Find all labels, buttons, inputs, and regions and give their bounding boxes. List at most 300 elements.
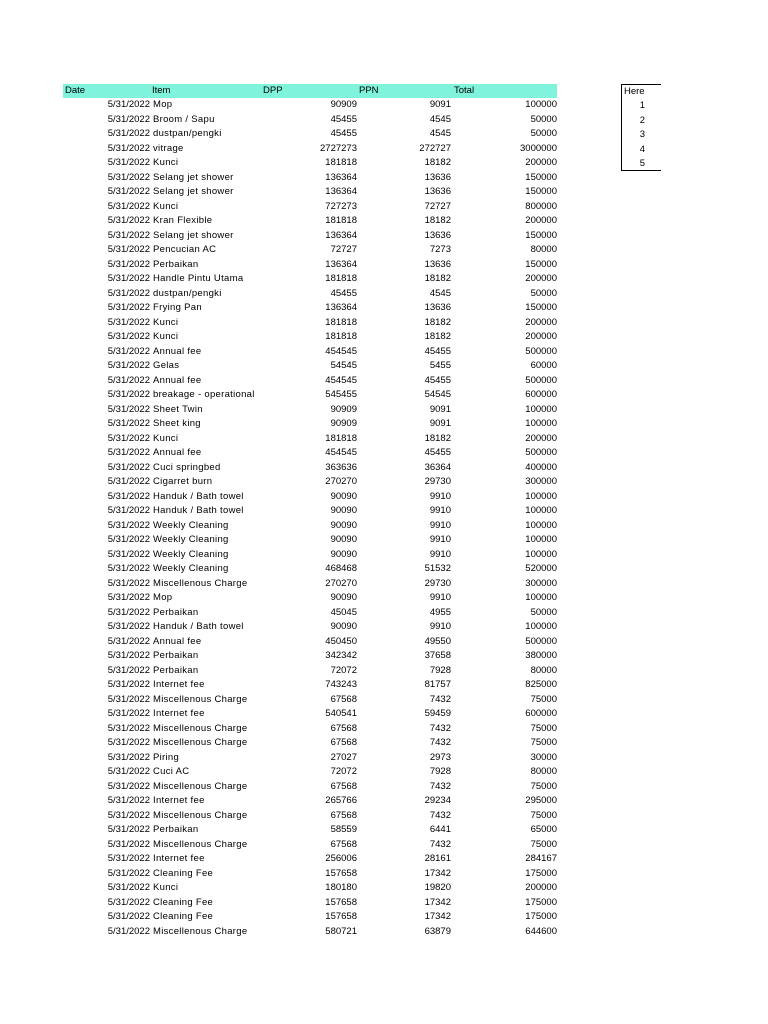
side-number[interactable]: 2 [639,114,645,126]
cell-item[interactable]: Pencucian AC [153,244,217,255]
cell-item[interactable]: Perbaikan [153,606,199,618]
cell-ppn[interactable]: 7432 [429,809,451,821]
cell-total[interactable]: 100000 [525,490,557,502]
side-number[interactable]: 4 [639,143,645,155]
cell-total[interactable]: 150000 [525,258,557,270]
cell-item[interactable]: Kunci [153,882,179,893]
cell-total[interactable]: 800000 [525,200,557,212]
cell-total[interactable]: 644600 [525,925,557,937]
cell-dpp[interactable]: 181818 [325,432,357,444]
cell-total[interactable]: 150000 [525,171,557,183]
cell-ppn[interactable]: 272727 [419,142,451,154]
cell-date[interactable]: 5/31/2022 [107,418,150,429]
cell-date[interactable]: 5/31/2022 [107,853,150,864]
cell-date[interactable]: 5/31/2022 [107,519,150,531]
cell-dpp[interactable]: 180180 [325,882,357,893]
side-title[interactable]: Here [624,86,645,97]
cell-total[interactable]: 100000 [525,99,557,110]
cell-total[interactable]: 150000 [525,229,557,241]
cell-date[interactable]: 5/31/2022 [107,331,150,342]
cell-dpp[interactable]: 181818 [325,215,357,226]
cell-ppn[interactable]: 36364 [424,461,451,473]
cell-item[interactable]: Gelas [153,360,180,371]
cell-total[interactable]: 520000 [525,563,557,574]
cell-total[interactable]: 175000 [525,867,557,879]
cell-item[interactable]: Piring [153,751,180,763]
cell-ppn[interactable]: 5455 [429,360,451,371]
cell-dpp[interactable]: 157658 [325,911,357,922]
cell-dpp[interactable]: 363636 [325,461,357,473]
cell-ppn[interactable]: 17342 [424,911,451,922]
cell-dpp[interactable]: 468468 [325,563,357,574]
cell-date[interactable]: 5/31/2022 [107,824,150,835]
cell-date[interactable]: 5/31/2022 [107,838,150,850]
cell-item[interactable]: Miscellenous Charge [153,838,248,850]
cell-date[interactable]: 5/31/2022 [107,490,150,502]
cell-ppn[interactable]: 18182 [424,157,451,168]
cell-total[interactable]: 200000 [525,157,557,168]
cell-date[interactable]: 5/31/2022 [107,229,150,241]
cell-item[interactable]: Miscellenous Charge [153,780,248,792]
cell-dpp[interactable]: 450450 [325,635,357,647]
cell-total[interactable]: 50000 [530,128,557,139]
cell-date[interactable]: 5/31/2022 [107,389,150,400]
cell-date[interactable]: 5/31/2022 [107,200,150,212]
cell-total[interactable]: 150000 [525,302,557,313]
cell-date[interactable]: 5/31/2022 [107,215,150,226]
cell-ppn[interactable]: 9091 [429,99,451,110]
cell-ppn[interactable]: 9910 [429,534,451,545]
cell-dpp[interactable]: 136364 [325,186,357,197]
cell-total[interactable]: 75000 [530,693,557,705]
cell-date[interactable]: 5/31/2022 [107,316,150,328]
cell-dpp[interactable]: 454545 [325,447,357,458]
cell-item[interactable]: Selang jet shower [153,229,234,241]
cell-date[interactable]: 5/31/2022 [107,766,150,777]
cell-total[interactable]: 100000 [525,534,557,545]
cell-dpp[interactable]: 743243 [325,679,357,690]
cell-dpp[interactable]: 2727273 [320,142,357,154]
cell-date[interactable]: 5/31/2022 [107,128,150,139]
cell-total[interactable]: 175000 [525,911,557,922]
cell-total[interactable]: 75000 [530,722,557,734]
cell-total[interactable]: 80000 [530,664,557,676]
cell-total[interactable]: 100000 [525,621,557,632]
cell-total[interactable]: 200000 [525,273,557,284]
cell-total[interactable]: 100000 [525,592,557,603]
cell-dpp[interactable]: 67568 [330,809,357,821]
cell-ppn[interactable]: 18182 [424,331,451,342]
cell-item[interactable]: Weekly Cleaning [153,534,229,545]
cell-dpp[interactable]: 136364 [325,258,357,270]
cell-dpp[interactable]: 256006 [325,853,357,864]
cell-date[interactable]: 5/31/2022 [107,896,150,908]
cell-item[interactable]: Mop [153,99,173,110]
cell-date[interactable]: 5/31/2022 [107,403,150,415]
cell-ppn[interactable]: 63879 [424,925,451,937]
cell-dpp[interactable]: 54545 [330,360,357,371]
cell-total[interactable]: 50000 [530,606,557,618]
cell-dpp[interactable]: 181818 [325,157,357,168]
cell-item[interactable]: Perbaikan [153,258,199,270]
header-date[interactable]: Date [65,85,86,96]
cell-item[interactable]: vitrage [153,142,184,154]
cell-item[interactable]: dustpan/pengki [153,287,222,299]
cell-item[interactable]: Mop [153,592,173,603]
cell-ppn[interactable]: 9910 [429,505,451,516]
cell-total[interactable]: 75000 [530,737,557,748]
cell-date[interactable]: 5/31/2022 [107,925,150,937]
cell-item[interactable]: Annual fee [153,447,202,458]
cell-item[interactable]: Handuk / Bath towel [153,490,244,502]
cell-dpp[interactable]: 67568 [330,780,357,792]
cell-total[interactable]: 200000 [525,316,557,328]
cell-dpp[interactable]: 45045 [330,606,357,618]
cell-dpp[interactable]: 72072 [330,766,357,777]
cell-item[interactable]: Selang jet shower [153,186,234,197]
cell-ppn[interactable]: 18182 [424,215,451,226]
cell-date[interactable]: 5/31/2022 [107,722,150,734]
cell-total[interactable]: 500000 [525,374,557,386]
cell-item[interactable]: Miscellenous Charge [153,693,248,705]
cell-total[interactable]: 200000 [525,215,557,226]
cell-item[interactable]: Miscellenous Charge [153,925,248,937]
cell-date[interactable]: 5/31/2022 [107,882,150,893]
cell-item[interactable]: Sheet king [153,418,201,429]
cell-total[interactable]: 600000 [525,708,557,719]
cell-ppn[interactable]: 29730 [424,577,451,589]
cell-ppn[interactable]: 7432 [429,838,451,850]
cell-date[interactable]: 5/31/2022 [107,780,150,792]
cell-item[interactable]: Miscellenous Charge [153,809,248,821]
cell-total[interactable]: 3000000 [520,142,557,154]
cell-dpp[interactable]: 67568 [330,722,357,734]
cell-ppn[interactable]: 7273 [429,244,451,255]
cell-ppn[interactable]: 19820 [424,882,451,893]
cell-date[interactable]: 5/31/2022 [107,171,150,183]
cell-date[interactable]: 5/31/2022 [107,142,150,154]
cell-total[interactable]: 50000 [530,113,557,125]
cell-date[interactable]: 5/31/2022 [107,360,150,371]
cell-dpp[interactable]: 727273 [325,200,357,212]
cell-date[interactable]: 5/31/2022 [107,592,150,603]
cell-item[interactable]: Cuci springbed [153,461,221,473]
cell-item[interactable]: Miscellenous Charge [153,737,248,748]
cell-date[interactable]: 5/31/2022 [107,795,150,806]
cell-dpp[interactable]: 27027 [330,751,357,763]
cell-dpp[interactable]: 580721 [325,925,357,937]
cell-item[interactable]: Selang jet shower [153,171,234,183]
cell-item[interactable]: Annual fee [153,345,202,357]
cell-item[interactable]: Handuk / Bath towel [153,505,244,516]
cell-date[interactable]: 5/31/2022 [107,708,150,719]
cell-date[interactable]: 5/31/2022 [107,157,150,168]
cell-total[interactable]: 380000 [525,650,557,661]
cell-date[interactable]: 5/31/2022 [107,447,150,458]
cell-item[interactable]: Miscellenous Charge [153,577,248,589]
cell-total[interactable]: 100000 [525,505,557,516]
cell-ppn[interactable]: 9910 [429,490,451,502]
cell-date[interactable]: 5/31/2022 [107,606,150,618]
cell-ppn[interactable]: 13636 [424,186,451,197]
cell-ppn[interactable]: 29730 [424,476,451,487]
cell-ppn[interactable]: 7432 [429,780,451,792]
cell-ppn[interactable]: 7928 [429,766,451,777]
cell-item[interactable]: Weekly Cleaning [153,563,229,574]
cell-date[interactable]: 5/31/2022 [107,911,150,922]
cell-dpp[interactable]: 265766 [325,795,357,806]
cell-date[interactable]: 5/31/2022 [107,693,150,705]
cell-ppn[interactable]: 45455 [424,345,451,357]
cell-total[interactable]: 80000 [530,766,557,777]
side-number[interactable]: 1 [639,100,645,111]
cell-item[interactable]: Frying Pan [153,302,202,313]
cell-item[interactable]: Handle Pintu Utama [153,273,244,284]
cell-dpp[interactable]: 157658 [325,867,357,879]
cell-item[interactable]: Annual fee [153,374,202,386]
cell-date[interactable]: 5/31/2022 [107,345,150,357]
cell-date[interactable]: 5/31/2022 [107,287,150,299]
cell-total[interactable]: 50000 [530,287,557,299]
cell-item[interactable]: Cleaning Fee [153,896,214,908]
cell-ppn[interactable]: 7928 [429,664,451,676]
cell-ppn[interactable]: 49550 [424,635,451,647]
cell-item[interactable]: Kunci [153,157,179,168]
cell-date[interactable]: 5/31/2022 [107,461,150,473]
cell-ppn[interactable]: 45455 [424,447,451,458]
cell-date[interactable]: 5/31/2022 [107,99,150,110]
cell-item[interactable]: Cleaning Fee [153,867,214,879]
cell-total[interactable]: 500000 [525,345,557,357]
cell-total[interactable]: 500000 [525,635,557,647]
cell-ppn[interactable]: 7432 [429,722,451,734]
cell-item[interactable]: Kran Flexible [153,215,213,226]
cell-dpp[interactable]: 181818 [325,316,357,328]
cell-ppn[interactable]: 9091 [429,418,451,429]
cell-dpp[interactable]: 90090 [330,490,357,502]
cell-total[interactable]: 75000 [530,780,557,792]
cell-date[interactable]: 5/31/2022 [107,244,150,255]
cell-ppn[interactable]: 13636 [424,258,451,270]
cell-total[interactable]: 600000 [525,389,557,400]
cell-dpp[interactable]: 72727 [330,244,357,255]
cell-dpp[interactable]: 67568 [330,693,357,705]
cell-dpp[interactable]: 545455 [325,389,357,400]
cell-item[interactable]: Cleaning Fee [153,911,214,922]
side-number[interactable]: 3 [639,129,645,140]
cell-total[interactable]: 75000 [530,809,557,821]
cell-dpp[interactable]: 58559 [330,824,357,835]
cell-dpp[interactable]: 90909 [330,418,357,429]
cell-item[interactable]: Kunci [153,331,179,342]
cell-dpp[interactable]: 90090 [330,592,357,603]
cell-dpp[interactable]: 45455 [330,287,357,299]
cell-total[interactable]: 400000 [525,461,557,473]
cell-date[interactable]: 5/31/2022 [107,737,150,748]
cell-item[interactable]: dustpan/pengki [153,128,222,139]
cell-total[interactable]: 295000 [525,795,557,806]
cell-date[interactable]: 5/31/2022 [107,563,150,574]
cell-total[interactable]: 300000 [525,476,557,487]
cell-dpp[interactable]: 181818 [325,331,357,342]
cell-dpp[interactable]: 270270 [325,577,357,589]
cell-date[interactable]: 5/31/2022 [107,374,150,386]
cell-total[interactable]: 75000 [530,838,557,850]
cell-ppn[interactable]: 18182 [424,432,451,444]
cell-item[interactable]: Perbaikan [153,650,199,661]
cell-item[interactable]: Handuk / Bath towel [153,621,244,632]
cell-item[interactable]: Weekly Cleaning [153,519,229,531]
cell-total[interactable]: 100000 [525,519,557,531]
cell-total[interactable]: 100000 [525,403,557,415]
cell-date[interactable]: 5/31/2022 [107,664,150,676]
cell-dpp[interactable]: 540541 [325,708,357,719]
cell-dpp[interactable]: 45455 [330,128,357,139]
cell-ppn[interactable]: 7432 [429,693,451,705]
cell-date[interactable]: 5/31/2022 [107,867,150,879]
cell-total[interactable]: 200000 [525,432,557,444]
cell-ppn[interactable]: 7432 [429,737,451,748]
cell-date[interactable]: 5/31/2022 [107,751,150,763]
cell-ppn[interactable]: 72727 [424,200,451,212]
cell-ppn[interactable]: 9910 [429,592,451,603]
cell-total[interactable]: 500000 [525,447,557,458]
cell-ppn[interactable]: 18182 [424,316,451,328]
cell-dpp[interactable]: 136364 [325,171,357,183]
cell-dpp[interactable]: 90090 [330,534,357,545]
cell-total[interactable]: 175000 [525,896,557,908]
cell-date[interactable]: 5/31/2022 [107,302,150,313]
cell-ppn[interactable]: 17342 [424,867,451,879]
cell-item[interactable]: Sheet Twin [153,403,203,415]
cell-ppn[interactable]: 81757 [424,679,451,690]
cell-dpp[interactable]: 454545 [325,374,357,386]
cell-ppn[interactable]: 9910 [429,519,451,531]
cell-date[interactable]: 5/31/2022 [107,273,150,284]
cell-dpp[interactable]: 90909 [330,99,357,110]
side-number[interactable]: 5 [639,158,645,169]
cell-ppn[interactable]: 28161 [424,853,451,864]
cell-ppn[interactable]: 29234 [424,795,451,806]
cell-item[interactable]: Annual fee [153,635,202,647]
cell-item[interactable]: Internet fee [153,708,205,719]
cell-dpp[interactable]: 67568 [330,737,357,748]
cell-total[interactable]: 300000 [525,577,557,589]
cell-ppn[interactable]: 4955 [429,606,451,618]
cell-date[interactable]: 5/31/2022 [107,534,150,545]
cell-item[interactable]: Cuci AC [153,766,190,777]
cell-item[interactable]: Cigarret burn [153,476,213,487]
cell-item[interactable]: Kunci [153,432,179,444]
cell-date[interactable]: 5/31/2022 [107,186,150,197]
cell-dpp[interactable]: 90090 [330,621,357,632]
cell-total[interactable]: 100000 [525,418,557,429]
cell-ppn[interactable]: 9091 [429,403,451,415]
cell-item[interactable]: Perbaikan [153,664,199,676]
cell-date[interactable]: 5/31/2022 [107,113,150,125]
cell-item[interactable]: Kunci [153,200,179,212]
cell-total[interactable]: 65000 [530,824,557,835]
cell-dpp[interactable]: 454545 [325,345,357,357]
cell-item[interactable]: Internet fee [153,853,205,864]
cell-ppn[interactable]: 37658 [424,650,451,661]
cell-total[interactable]: 200000 [525,882,557,893]
cell-ppn[interactable]: 59459 [424,708,451,719]
cell-date[interactable]: 5/31/2022 [107,621,150,632]
cell-date[interactable]: 5/31/2022 [107,548,150,560]
cell-total[interactable]: 60000 [530,360,557,371]
cell-dpp[interactable]: 90090 [330,505,357,516]
cell-item[interactable]: Kunci [153,316,179,328]
cell-date[interactable]: 5/31/2022 [107,258,150,270]
cell-item[interactable]: breakage - operational [153,389,255,400]
cell-item[interactable]: Broom / Sapu [153,113,215,125]
cell-total[interactable]: 200000 [525,331,557,342]
cell-dpp[interactable]: 157658 [325,896,357,908]
cell-item[interactable]: Perbaikan [153,824,199,835]
cell-date[interactable]: 5/31/2022 [107,635,150,647]
cell-dpp[interactable]: 181818 [325,273,357,284]
cell-item[interactable]: Miscellenous Charge [153,722,248,734]
cell-ppn[interactable]: 54545 [424,389,451,400]
cell-date[interactable]: 5/31/2022 [107,505,150,516]
header-item[interactable]: Item [152,85,171,96]
cell-ppn[interactable]: 45455 [424,374,451,386]
cell-dpp[interactable]: 67568 [330,838,357,850]
cell-total[interactable]: 100000 [525,548,557,560]
cell-date[interactable]: 5/31/2022 [107,650,150,661]
cell-total[interactable]: 80000 [530,244,557,255]
cell-total[interactable]: 150000 [525,186,557,197]
cell-item[interactable]: Internet fee [153,795,205,806]
cell-dpp[interactable]: 342342 [325,650,357,661]
header-ppn[interactable]: PPN [359,85,379,96]
header-total[interactable]: Total [454,85,475,96]
cell-date[interactable]: 5/31/2022 [107,679,150,690]
cell-dpp[interactable]: 136364 [325,302,357,313]
cell-ppn[interactable]: 6441 [429,824,451,835]
cell-ppn[interactable]: 18182 [424,273,451,284]
header-dpp[interactable]: DPP [263,85,283,96]
cell-ppn[interactable]: 13636 [424,302,451,313]
cell-ppn[interactable]: 4545 [429,287,451,299]
cell-item[interactable]: Internet fee [153,679,205,690]
cell-dpp[interactable]: 72072 [330,664,357,676]
cell-total[interactable]: 30000 [530,751,557,763]
cell-dpp[interactable]: 45455 [330,113,357,125]
cell-item[interactable]: Weekly Cleaning [153,548,229,560]
cell-ppn[interactable]: 9910 [429,621,451,632]
cell-ppn[interactable]: 2973 [429,751,451,763]
cell-dpp[interactable]: 90090 [330,548,357,560]
cell-dpp[interactable]: 90090 [330,519,357,531]
cell-ppn[interactable]: 17342 [424,896,451,908]
cell-date[interactable]: 5/31/2022 [107,809,150,821]
cell-ppn[interactable]: 4545 [429,128,451,139]
cell-dpp[interactable]: 136364 [325,229,357,241]
cell-ppn[interactable]: 4545 [429,113,451,125]
cell-ppn[interactable]: 9910 [429,548,451,560]
cell-ppn[interactable]: 13636 [424,171,451,183]
cell-total[interactable]: 284167 [525,853,557,864]
cell-date[interactable]: 5/31/2022 [107,476,150,487]
cell-ppn[interactable]: 13636 [424,229,451,241]
cell-dpp[interactable]: 90909 [330,403,357,415]
cell-ppn[interactable]: 51532 [424,563,451,574]
cell-date[interactable]: 5/31/2022 [107,432,150,444]
cell-total[interactable]: 825000 [525,679,557,690]
cell-date[interactable]: 5/31/2022 [107,577,150,589]
